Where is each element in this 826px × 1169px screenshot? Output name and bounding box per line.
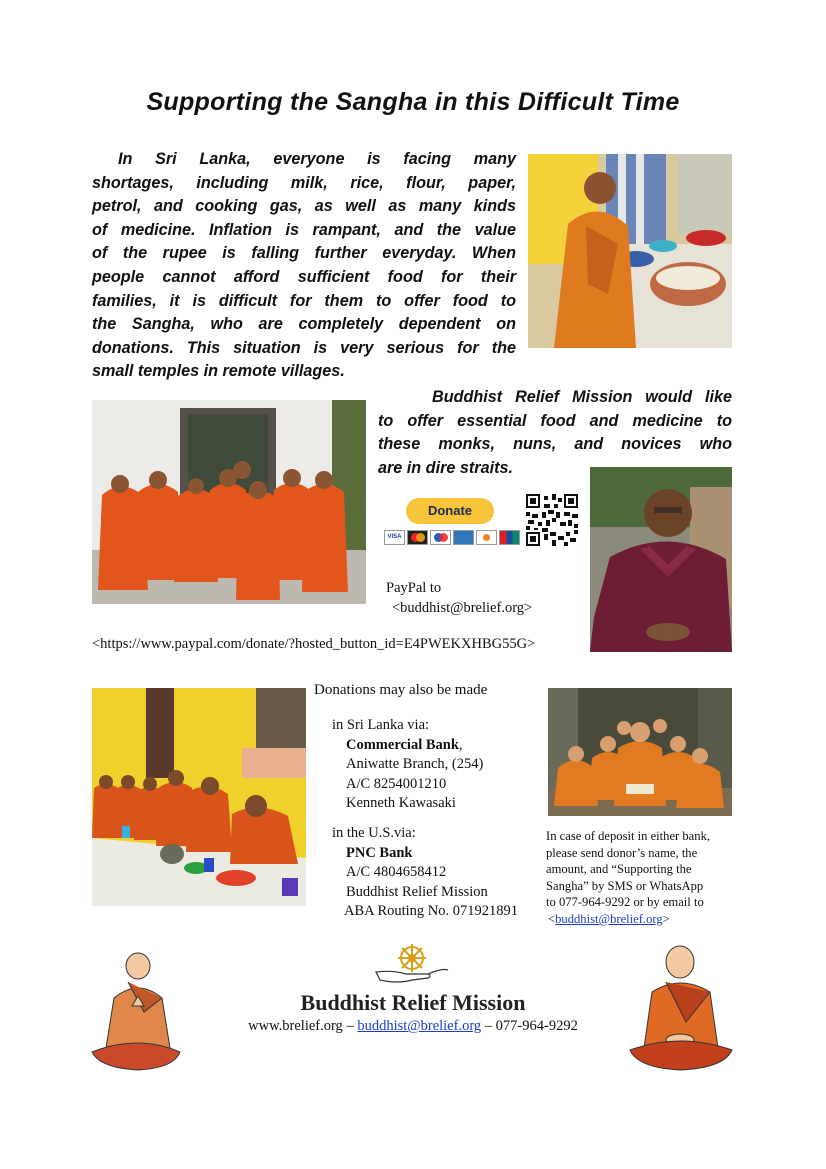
maestro-card-icon (430, 530, 451, 545)
offer-line: are in dire straits. (378, 458, 513, 477)
paypal-to-label: PayPal to (386, 580, 442, 596)
intro-line: people cannot afford sufficient food for their (92, 267, 516, 286)
paypal-email[interactable]: <buddhist@brelief.org> (392, 600, 533, 616)
sri-lanka-branch: Aniwatte Branch, (254) (346, 756, 484, 772)
deposit-note-line: to 077-964-9292 or by email to (546, 895, 704, 910)
us-bank-details (332, 824, 518, 922)
us-via-label: in the U.S.via: (332, 825, 416, 841)
donate-label: Donate (427, 503, 473, 518)
discover-card-icon (476, 530, 497, 545)
monk-illustration-left-icon (88, 952, 184, 1076)
payment-card-icons (384, 530, 520, 544)
paypal-donate-button[interactable] (406, 498, 494, 524)
photo-elderly-nun (590, 467, 732, 652)
amex-card-icon (453, 530, 474, 545)
intro-line: donations. This situation is very serious for the (92, 338, 516, 357)
intro-line: families, it is difficult for them to offer food to (92, 291, 516, 310)
sri-lanka-via-label: in Sri Lanka via: (332, 717, 430, 733)
intro-line: the Sangha, who are completely dependent on (92, 315, 516, 334)
intro-paragraph (92, 148, 516, 384)
offer-line: Buddhist Relief Mission would like (432, 388, 732, 406)
monk-illustration-right-icon (626, 944, 736, 1074)
footer-org-name: Buddhist Relief Mission (300, 990, 526, 1015)
deposit-note-line: In case of deposit in either bank, (546, 829, 711, 843)
paypal-donate-url[interactable]: <https://www.paypal.com/donate/?hosted_button_id=E4PWEKXHBG55G> (92, 636, 536, 652)
sri-lanka-bank-name: Commercial Bank, (346, 736, 463, 753)
photo-novices-eating (92, 688, 306, 906)
us-bank-name: PNC Bank (346, 844, 413, 861)
deposit-note-line: Sangha” by SMS or WhatsApp (546, 878, 704, 893)
deposit-note (546, 828, 746, 928)
us-account: A/C 4804658412 (346, 864, 447, 880)
paypal-qr-code[interactable] (526, 494, 578, 546)
intro-line: of medicine. Inflation is rampant, and the value (92, 220, 516, 239)
offer-line: to offer essential food and medicine to (378, 411, 732, 430)
mastercard-icon (407, 530, 428, 545)
us-account-name: Buddhist Relief Mission (346, 883, 488, 900)
footer-website[interactable]: www.brelief.org (248, 1018, 343, 1034)
intro-line: shortages, including milk, rice, flour, paper, (92, 173, 516, 192)
offer-line: these monks, nuns, and novices who (378, 435, 732, 454)
intro-line: petrol, and cooking gas, as well as many kinds (92, 197, 516, 216)
intro-line: small temples in remote villages. (92, 362, 345, 381)
sri-lanka-account: A/C 8254001210 (346, 775, 447, 792)
donations-heading: Donations may also be made (314, 682, 488, 698)
footer-email-link[interactable]: buddhist@brelief.org (357, 1018, 482, 1034)
intro-line: of the rupee is falling further everyday. When (92, 244, 516, 263)
us-routing: ABA Routing No. 071921891 (344, 903, 519, 919)
deposit-note-email-line: <buddhist@brelief.org> (548, 911, 670, 926)
deposit-note-email-link[interactable]: buddhist@brelief.org (555, 911, 663, 926)
footer-contact: www.brelief.org – buddhist@brelief.org – 077-964-9292 (248, 1018, 578, 1034)
deposit-note-line: amount, and “Supporting the (546, 862, 692, 877)
intro-line: In Sri Lanka, everyone is facing many (118, 150, 516, 168)
visa-card-icon: VISA (384, 530, 405, 545)
dharma-wheel-logo-icon (372, 940, 452, 988)
sri-lanka-bank-details (332, 716, 483, 814)
deposit-note-line: please send donor’s name, the (546, 845, 698, 860)
photo-monks-reading (548, 688, 732, 816)
sri-lanka-account-name: Kenneth Kawasaki (346, 795, 456, 811)
unionpay-card-icon (499, 530, 520, 545)
page-title: Supporting the Sangha in this Difficult Time (146, 88, 680, 116)
photo-group-of-novices (92, 400, 366, 604)
photo-novice-serving-food (528, 154, 732, 348)
